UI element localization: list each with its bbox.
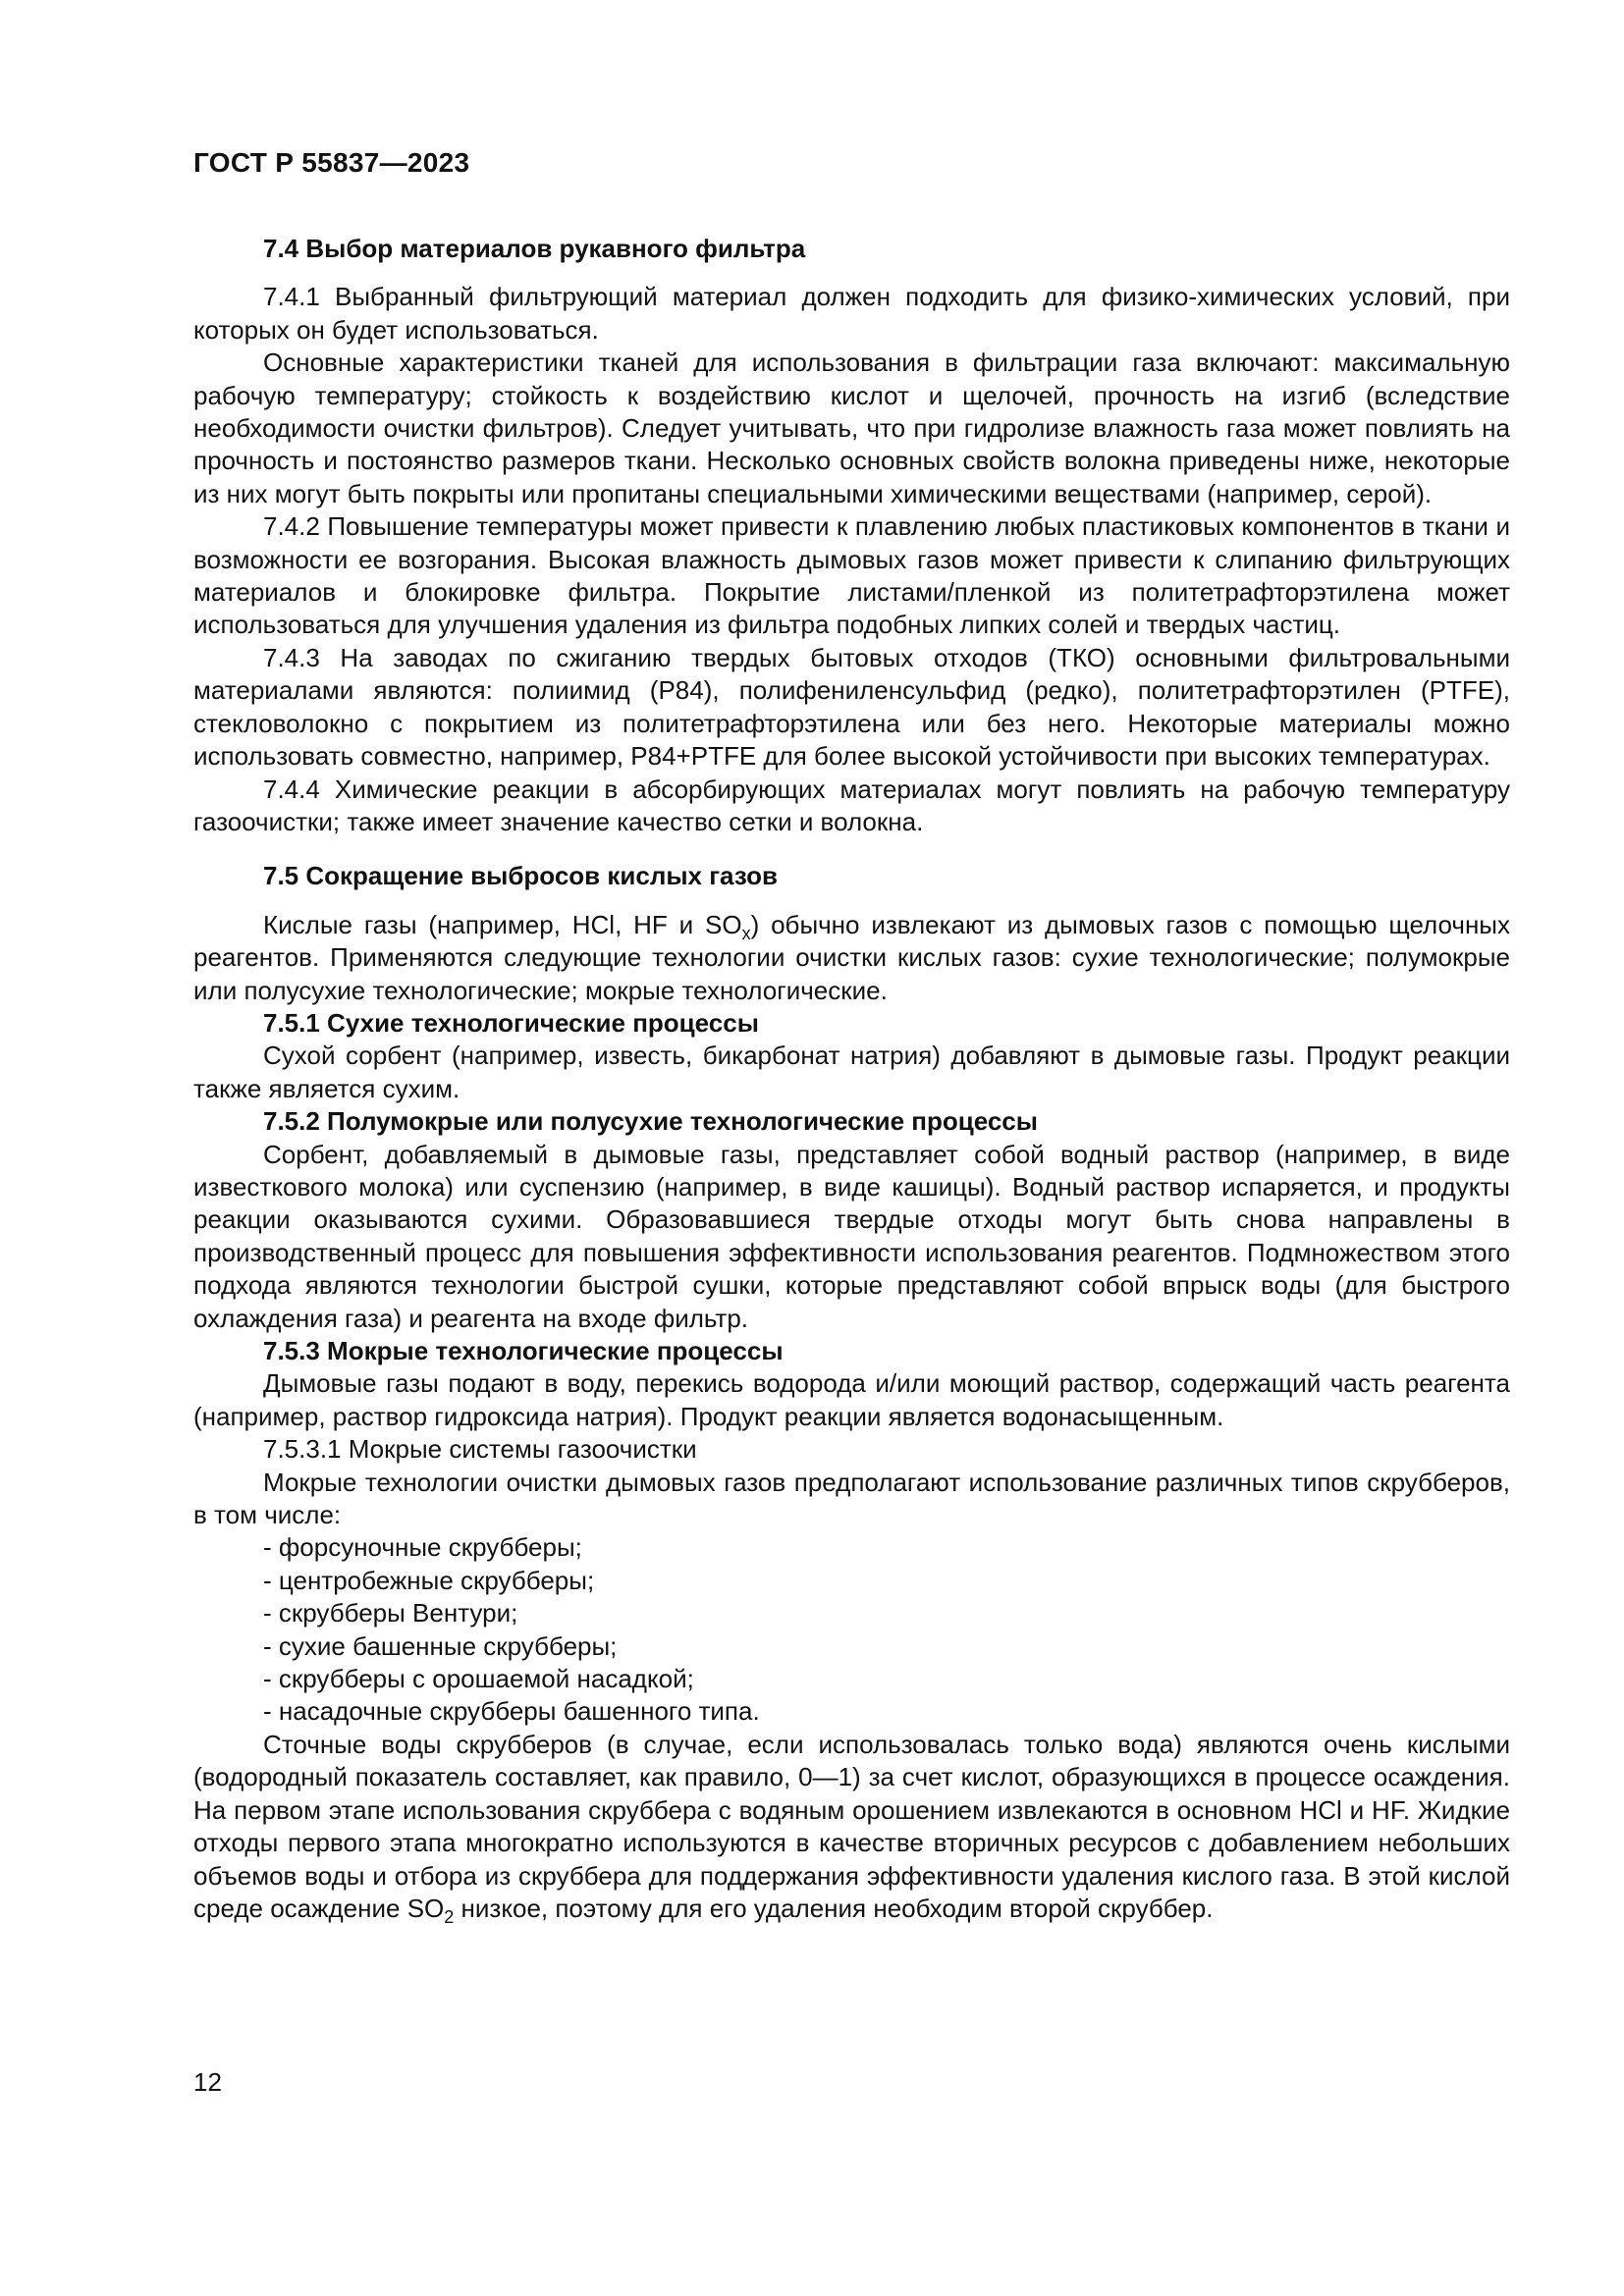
running-header-gost-number: ГОСТ Р 55837—2023	[193, 147, 470, 178]
subheading-7-5-3-1: 7.5.3.1 Мокрые системы газоочистки	[263, 1434, 697, 1465]
paragraph-7-5-2: Сорбент, добавляемый в дымовые газы, представляет собой водный раствор (например, в виде известкового молока) или суспензию (например, в виде кашицы). Водный раствор испаряется, и продукты реакции оказываются сухими. Образовавшиеся твердые отходы могут быть снова направлены в производственный процесс для повышения эффективности использования реагентов. Подмножеством этого подхода являются технологии быстрой сушки, которые представляют собой впрыск воды (для быстрого охлаждения газа) и реагента на входе фильтр.	[193, 1139, 1510, 1333]
paragraph-wastewater	[193, 1729, 1510, 1925]
section-heading-7-5: 7.5 Сокращение выбросов кислых газов	[263, 861, 778, 891]
scrubber-list-item: - насадочные скрубберы башенного типа.	[263, 1696, 760, 1727]
scrubber-list-item: - форсуночные скрубберы;	[263, 1532, 582, 1563]
section-heading-7-4: 7.4 Выбор материалов рукавного фильтра	[263, 234, 806, 263]
scrubber-list-item: - скрубберы Вентури;	[263, 1598, 518, 1629]
so-2-subscript: 2	[444, 1906, 455, 1927]
wastewater-text-before-subscript: Сточные воды скрубберов (в случае, если использовалась только вода) являются очень кислыми (водородный показатель составляет, как правило, 0—1) за счет кислот, образующихся в процессе осаждения. На первом этапе использования скруббера с водяным орошением извлекаются в основном HCl и HF. Жидкие отходы первого этапа многократно используются в качестве вторичных ресурсов с добавлением небольших объемов воды и отбора из скруббера для поддержания эффективности удаления кислого газа. В этой кислой среде осаждение SO	[193, 1729, 1510, 1923]
paragraph-7-4-3: 7.4.3 На заводах по сжиганию твердых бытовых отходов (ТКО) основными фильтровальными материалами являются: полиимид (P84), полифениленсульфид (редко), политетрафторэтилен (PTFE), стекловолокно с покрытием из политетрафторэтилена или без него. Некоторые материалы можно использовать совместно, например, P84+PTFE для более высокой устойчивости при высоких температурах.	[193, 642, 1510, 772]
wastewater-text-after-subscript: низкое, поэтому для его удаления необходим второй скруббер.	[454, 1893, 1214, 1923]
page-content	[193, 233, 1510, 1925]
subheading-7-5-1: 7.5.1 Сухие технологические процессы	[263, 1007, 759, 1038]
paragraph-7-4-1-continued: Основные характеристики тканей для использования в фильтрации газа включают: максимальную рабочую температуру; стойкость к воздействию кислот и щелочей, прочность на изгиб (вследствие необходимости очистки фильтров). Следует учитывать, что при гидролизе влажность газа может повлиять на прочность и постоянство размеров ткани. Несколько основных свойств волокна приведены ниже, некоторые из них могут быть покрыты или пропитаны специальными химическими веществами (например, серой).	[193, 347, 1510, 508]
paragraph-7-5-3-1: Мокрые технологии очистки дымовых газов предполагают использование различных типов скрубберов, в том числе:	[193, 1467, 1510, 1530]
scrubber-list-item: - центробежные скрубберы;	[263, 1565, 595, 1595]
so-x-subscript: x	[741, 923, 751, 943]
paragraph-7-5-1: Сухой сорбент (например, известь, бикарбонат натрия) добавляют в дымовые газы. Продукт реакции также является сухим.	[193, 1041, 1510, 1103]
scrubber-list-item: - сухие башенные скрубберы;	[263, 1630, 618, 1661]
scrubber-list-item: - скрубберы с орошаемой насадкой;	[263, 1664, 694, 1694]
subheading-7-5-3: 7.5.3 Мокрые технологические процессы	[263, 1336, 784, 1365]
paragraph-7-4-2: 7.4.2 Повышение температуры может привести к плавлению любых пластиковых компонентов в ткани и возможности ее возгорания. Высокая влажность дымовых газов может привести к слипанию фильтрующих материалов и блокировке фильтра. Покрытие листами/пленкой из политетрафторэтилена может использоваться для улучшения удаления из фильтра подобных липких солей и твердых частиц.	[193, 511, 1510, 640]
intro-text-before-subscript: Кислые газы (например, HCl, HF и SO	[263, 909, 742, 939]
subheading-7-5-2: 7.5.2 Полумокрые или полусухие технологические процессы	[263, 1106, 1038, 1137]
paragraph-7-5-intro	[193, 909, 1510, 1007]
paragraph-7-4-1: 7.4.1 Выбранный фильтрующий материал должен подходить для физико-химических условий, при которых он будет использоваться.	[193, 282, 1510, 345]
intro-text-after-subscript: ) обычно извлекают из дымовых газов с помощью щелочных реагентов. Применяются следующие технологии очистки кислых газов: сухие технологические; полумокрые или полусухие технологические; мокрые технологические.	[193, 909, 1510, 1005]
page-number: 12	[193, 2067, 222, 2097]
paragraph-7-5-3: Дымовые газы подают в воду, перекись водорода и/или моющий раствор, содержащий часть реагента (например, раствор гидроксида натрия). Продукт реакции является водонасыщенным.	[193, 1368, 1510, 1431]
paragraph-7-4-4: 7.4.4 Химические реакции в абсорбирующих материалах могут повлиять на рабочую температуру газоочистки; также имеет значение качество сетки и волокна.	[193, 774, 1510, 836]
